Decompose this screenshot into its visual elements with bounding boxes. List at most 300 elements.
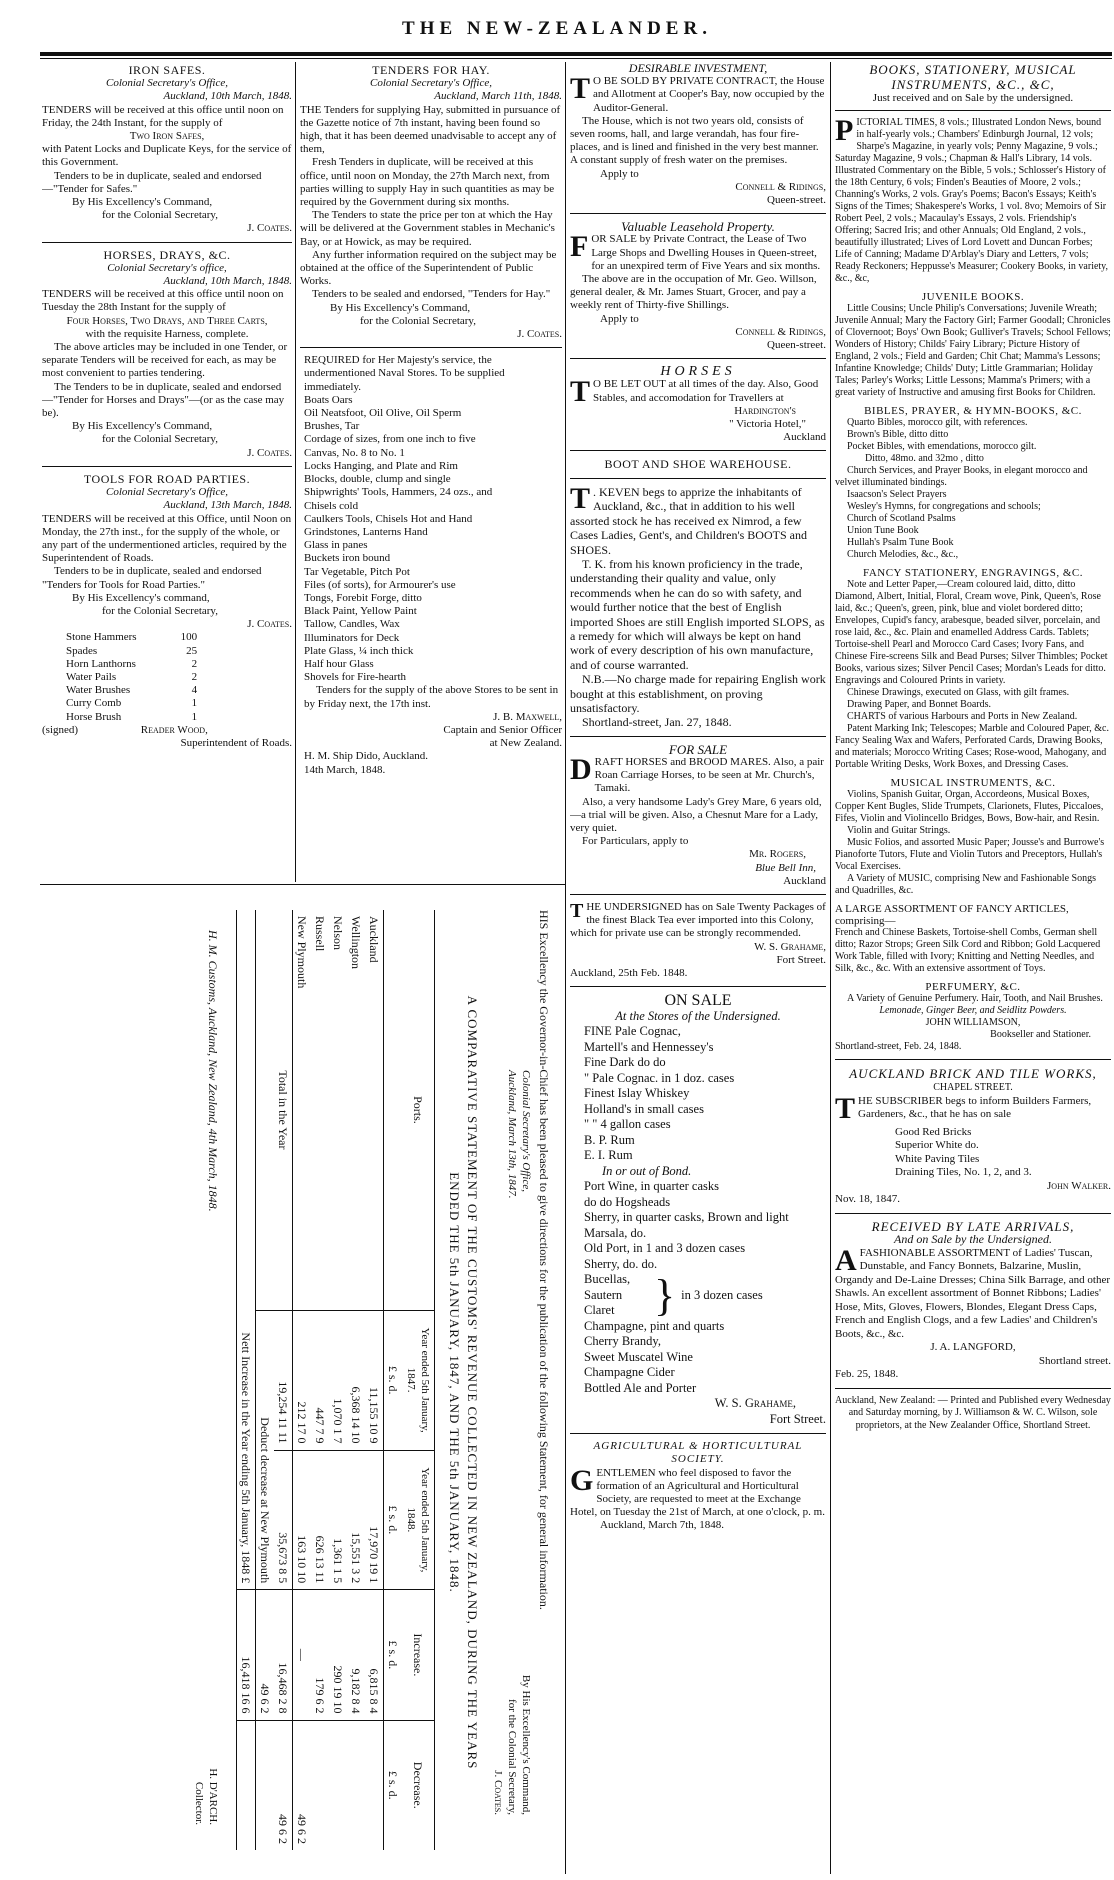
section-body: Little Cousins; Uncle Philip's Conversations; Juvenile Wreath; Juvenile Annual; Mary the Factory Girl; Farmer Goodall; Chronicles of Clovernoot; Boys' Own Book; Gulliver's Travels; School Fellows; Wonders of History; Childs' Fairy Library; Picture History of England, 2 vols.; Field and Garden; Chit Chat; Mamma's Lessons; Infantine Knowledge; Childs' Duty; Little Grammarian; Holiday Tales; Parley's Works; Little Lessons; Mamma's Primers; with a great variety of Instructive and amusing first Books for Children.: [835, 303, 1111, 398]
ad-body: [570, 753, 826, 796]
brace-icon: }: [654, 1270, 676, 1320]
section-title: FANCY STATIONERY, ENGRAVINGS, &C.: [863, 567, 1083, 579]
tool-name: Spades: [66, 644, 98, 657]
ad-signature: Hardington's: [734, 404, 796, 417]
ad-address: Queen-street.: [767, 339, 826, 352]
ad-signature: John Walker.: [1047, 1179, 1111, 1192]
masthead-rule: [40, 52, 1112, 56]
ad-date: Auckland, 25th Feb. 1848.: [570, 967, 688, 980]
notice-command: By His Excellency's Command,: [72, 420, 213, 433]
ad-signature-title: Bookseller and Stationer.: [990, 1029, 1091, 1040]
perfumery-section: [835, 981, 1111, 1053]
table-subheader-row: [384, 910, 403, 1850]
tea-ad: [570, 901, 826, 980]
ad-body-text: O BE SOLD BY PRIVATE CONTRACT, the House and Allotment at Cooper's Bay, now occupied by the Auditor-General.: [593, 75, 825, 114]
brace-group: [584, 1272, 826, 1319]
section-body: Violins, Spanish Guitar, Organ, Accordeons, Musical Boxes, Copper Kent Bugles, Slide Trumpets, Clarionets, Flutes, Piccaloes, Fifes, Violin and Violincello Bridges, Bows, Bow-hair, and Resin.: [835, 789, 1104, 824]
port-name: Russell: [311, 910, 329, 1310]
horses-drays-notice: [42, 249, 292, 460]
section-body: Patent Marking Ink; Telescopes; Marble and Coloured Paper, &c. Fancy Sealing Wax and Wafers, Perforated Cards, Drawing Books, and materials; Morocco Writing Cases; Rose-wood, Mahogany, and Portable Writing Desks, Work Boxes, and Dressing Cases.: [835, 723, 1109, 770]
notice-item: Four Horses, Two Drays, and Three Carts,: [66, 314, 268, 327]
table-row: [62, 711, 201, 724]
store-item: Grindstones, Lanterns Hand: [304, 525, 428, 538]
ad-title: Valuable Leasehold Property.: [621, 219, 775, 235]
col-header-increase: Increase.: [402, 1590, 435, 1720]
list-item: Bottled Ale and Porter: [584, 1380, 697, 1395]
ad-title: HORSES: [660, 364, 736, 380]
notice-body: The above articles may be included in one Tender, or separate Tenders will be received for each, as may be most convenient to parties tendering.: [42, 341, 288, 380]
notice-signature: J. Coates.: [247, 222, 292, 235]
list-item: Cherry Brandy,: [584, 1334, 661, 1349]
ad-title: RECEIVED BY LATE ARRIVALS,: [871, 1218, 1075, 1234]
section-body: A Variety of MUSIC, comprising New and Fashionable Songs and Quadrilles, &c.: [835, 873, 1096, 896]
statement-signature: J. Coates.: [492, 1770, 504, 1815]
list-item: Bucellas,: [584, 1272, 631, 1287]
fancy-stationery-section: [835, 567, 1111, 771]
ad-body: The above are in the occupation of Mr. Geo. Willson, general dealer, & Mr. James Stuart, Grocer, and pay a weekly rent of Thirty-five Shillings.: [570, 273, 817, 312]
store-item: Illuminators for Deck: [304, 631, 400, 644]
value-increase: 6,815 8 4: [365, 1590, 384, 1720]
value-1847: 11,155 10 9: [365, 1310, 384, 1450]
ad-signature: J. A. LANGFORD,: [930, 1341, 1016, 1353]
divider: [570, 213, 826, 214]
notice-body: Tenders to be in duplicate, sealed and endorsed—"Tender for Safes.": [42, 169, 262, 195]
port-name: Nelson: [329, 910, 347, 1310]
store-item: Tongs, Forebit Forge, ditto: [304, 591, 422, 604]
value-decrease: 49 6 2: [295, 1814, 309, 1844]
value-decrease: [311, 1720, 329, 1850]
section-body: Chinese Drawings, executed on Glass, with gilt frames.: [847, 687, 1070, 698]
ad-address: Shortland street.: [1038, 1354, 1111, 1367]
ad-title: ON SALE: [664, 992, 732, 1010]
ad-date: Shortland-street, Feb. 24, 1848.: [835, 1041, 962, 1052]
notice-title: HORSES, DRAYS, &C.: [103, 247, 231, 262]
ad-body-text: HE SUBSCRIBER begs to inform Builders Farmers, Gardeners, &c., that he has on sale: [858, 1094, 1092, 1120]
ad-date: Nov. 18, 1847.: [835, 1193, 900, 1205]
ad-address: Auckland: [783, 874, 826, 887]
tool-name: Water Brushes: [66, 684, 131, 697]
total-increase: 16,468 2 8: [274, 1590, 293, 1720]
section-divider: [40, 884, 565, 885]
list-item: Marsala, do.: [584, 1225, 647, 1240]
store-item: Tallow, Candles, Wax: [304, 618, 400, 631]
ad-body: The House, which is not two years old, consists of seven rooms, hall, and large verandah, has four fire-places, and is lined and finished in the very best manner. A constant supply of fresh water on the premises.: [570, 114, 819, 167]
drop-cap: T: [570, 900, 584, 923]
ad-body-text: FASHIONABLE ASSORTMENT of Ladies' Tuscan, Dunstable, and Fancy Bonnets, Balzarine, Muslin, Organdy and De-Laine Dresses; China Silk Barrage, and other Shawls. An excellent assortment of Bonnet Ribbons; Ladies' Hose, Mits, Gloves, Flowers, Blondes, Elegant Dress Caps, French and English Clogs, and a few Ladies' and Children's Boots, &c., &c.: [835, 1246, 1111, 1340]
list-item: FINE Pale Cognac,: [584, 1024, 681, 1039]
store-item: Shipwrights' Tools, Hammers, 24 ozs., and: [304, 486, 493, 499]
port-name: Wellington: [347, 910, 365, 1310]
notice-office: Colonial Secretary's Office,: [105, 77, 228, 90]
store-item: Locks Hanging, and Plate and Rim: [304, 459, 458, 472]
store-item: Cordage of sizes, from one inch to five: [304, 433, 476, 446]
notice-body: Tenders for the supply of the above Stores to be sent in by Friday next, the 17th inst.: [304, 684, 559, 710]
list-item: Sherry, do. do.: [584, 1256, 658, 1271]
notice-date: Auckland, 13th March, 1848.: [163, 499, 292, 512]
column-divider: [295, 62, 296, 882]
ad-date: Auckland, March 7th, 1848.: [600, 1519, 725, 1532]
total-row: [274, 910, 293, 1850]
table-row: [62, 631, 201, 644]
divider: [570, 450, 826, 451]
musical-section: [835, 777, 1111, 897]
list-item: Sherry, in quarter casks, Brown and light: [584, 1210, 789, 1225]
notice-signature: Reader Wood,: [140, 723, 208, 736]
list-item: Pocket Bibles, with emendations, morocco gilt.: [847, 441, 1037, 452]
drop-cap: P: [835, 114, 854, 147]
notice-command: By His Excellency's command,: [72, 591, 210, 604]
col-header-ports: Ports.: [402, 910, 435, 1310]
tool-qty: 1: [191, 697, 198, 710]
notice-for: for the Colonial Secretary,: [360, 314, 476, 327]
value-1847: 212 17 0: [293, 1310, 312, 1450]
store-item: Glass in panes: [304, 539, 368, 552]
masthead-title: THE NEW-ZEALANDER.: [402, 18, 712, 39]
ad-signature: W. S. Grahame,: [754, 940, 826, 953]
ad-apply: Apply to: [600, 312, 639, 325]
port-name: Auckland: [365, 910, 384, 1310]
tool-name: Curry Comb: [66, 697, 122, 710]
notice-for: for the Colonial Secretary,: [102, 209, 218, 222]
list-item: Church Services, and Prayer Books, in elegant morocco and velvet illuminated bindings.: [835, 465, 1088, 488]
lsd-header: £ s. d.: [384, 1590, 403, 1720]
ad-address: Auckland: [783, 431, 826, 444]
nett-label: Nett Increase in the Year ending 5th January, 1848 £: [237, 910, 256, 1590]
ad-body: [570, 72, 826, 115]
value-1848: 626 13 11: [311, 1450, 329, 1590]
nett-value: 16,418 16 6: [237, 1590, 256, 1720]
tool-qty: 2: [191, 670, 198, 683]
section-body: Drawing Paper, and Bonnet Boards.: [847, 699, 992, 710]
naval-stores-notice: [300, 354, 562, 777]
ad-signature: W. S. Grahame,: [714, 1396, 796, 1411]
statement-date: Auckland, March 13th, 1847.: [506, 1070, 518, 1199]
drop-cap: F: [570, 230, 589, 264]
ad-title: BOOKS, STATIONERY, MUSICAL INSTRUMENTS, &C., &C,: [869, 62, 1077, 92]
divider: [42, 242, 292, 243]
section-title: A LARGE ASSORTMENT OF FANCY ARTICLES, comprising—: [835, 903, 1069, 927]
value-1848: 1,361 1 5: [329, 1450, 347, 1590]
notice-for: for the Colonial Secretary,: [102, 433, 218, 446]
ad-body-text: ICTORIAL TIMES, 8 vols.; Illustrated London News, bound in half-yearly vols.; Chambers' Edinburgh Journal, 12 vols; Sharpe's Magazine, in yearly vols; Penny Magazine, 9 vols.; Saturday Magazine, 9 vols.; Chapman & Hall's Library, 14 vols. Illustrated Commentary on the Bible, 5 vols.; Schlosser's History of the 18th Century, 6 vols; Finden's Beauties of Moore, 2 vols.; Channing's Works, 2 vols. Gray's Poems; Bacon's Essays; Keith's Signs of the Times; Shakespere's Works, 1 vol. 8vo; Memoirs of Sir Robert Peel, 2 vols.; Macaulay's Essays, 2 vols. Friendship's Offering; Sacred Iris; and other Annuals; Old England, 2 vols., beautifully illustrated; Lives of Lord Lovett and Duncan Forbes; Life of Canning; Madame D'Arblay's Diary and Letters, 7 vols; Ready Reckoners; Heppusse's Measurer; Cookery Books, in variety, &c., &c,: [835, 117, 1109, 284]
list-item: Good Red Bricks: [895, 1125, 972, 1138]
list-item: Ditto, 48mo. and 32mo , ditto: [865, 453, 984, 464]
divider: [300, 347, 562, 348]
statement-office: Colonial Secretary's Office,: [520, 1070, 532, 1193]
statement-command: By His Excellency's Command,: [520, 1674, 532, 1815]
ad-title: DESIRABLE INVESTMENT,: [628, 62, 768, 75]
table-row: [62, 684, 201, 697]
notice-date: Auckland, March 11th, 1848.: [434, 90, 562, 103]
ad-title: AGRICULTURAL & HORTICULTURAL SOCIETY.: [593, 1440, 803, 1466]
port-name: New Plymouth: [293, 910, 312, 1310]
ad-body: [835, 114, 1111, 285]
list-item: Old Port, in 1 and 3 dozen cases: [584, 1241, 746, 1256]
list-item: E. I. Rum: [584, 1148, 633, 1163]
lsd-header: £ s. d.: [386, 1770, 400, 1800]
total-decrease: 49 6 2: [276, 1814, 290, 1844]
notice-item: Two Iron Safes,: [129, 130, 205, 143]
notice-office: Colonial Secretary's Office,: [105, 486, 228, 499]
list-item: Champagne Cider: [584, 1365, 675, 1380]
store-item: Files (of sorts), for Armourer's use: [304, 578, 456, 591]
tool-qty: 1: [191, 710, 198, 723]
hay-notice: [300, 64, 562, 341]
notice-signature: J. B. Maxwell,: [493, 710, 562, 723]
notice-body: with Patent Locks and Duplicate Keys, for the service of this Government.: [42, 143, 292, 169]
ad-title: BOOT AND SHOE WAREHOUSE.: [604, 457, 792, 472]
notice-title: TOOLS FOR ROAD PARTIES.: [83, 471, 251, 486]
ad-address: Fort Street.: [769, 1411, 826, 1426]
list-item: Brown's Bible, ditto ditto: [847, 429, 949, 440]
notice-title: TENDERS FOR HAY.: [372, 64, 490, 77]
col-header-1847: Year ended 5th January, 1847.: [402, 1310, 435, 1450]
list-item: Martell's and Hennessey's: [584, 1039, 714, 1054]
notice-body: Tenders to be sealed and endorsed, "Tenders for Hay.": [312, 288, 551, 301]
value-increase: 290 19 10: [329, 1590, 347, 1720]
table-row: [347, 910, 365, 1850]
value-1847: 447 7 9: [311, 1310, 329, 1450]
store-item: Black Paint, Yellow Paint: [304, 605, 417, 618]
table-row: [62, 645, 201, 658]
section-title: PERFUMERY, &C.: [925, 981, 1021, 993]
col-header-decrease: Decrease.: [411, 1761, 425, 1809]
value-1848: 15,551 3 2: [347, 1450, 365, 1590]
ad-body: [835, 1243, 1111, 1342]
list-item: Port Wine, in quarter casks: [584, 1179, 719, 1194]
store-item: Buckets iron bound: [304, 552, 391, 565]
list-item: Sweet Muscatel Wine: [584, 1349, 693, 1364]
list-item: B. P. Rum: [584, 1132, 635, 1147]
deduct-row: [256, 910, 275, 1850]
column-3: [570, 62, 826, 1876]
list-item: Draining Tiles, No. 1, 2, and 3.: [895, 1166, 1032, 1178]
section-title: JUVENILE BOOKS.: [921, 291, 1025, 303]
divider: [42, 466, 292, 467]
boot-shoe-ad: [570, 457, 826, 729]
list-item: Claret: [584, 1303, 615, 1318]
statement-table: [236, 910, 435, 1850]
value-increase: 9,182 8 4: [347, 1590, 365, 1720]
store-item: Canvas, No. 8 to No. 1: [304, 446, 405, 459]
drop-cap: A: [835, 1243, 857, 1277]
ad-body-text: RAFT HORSES and BROOD MARES. Also, a pair Roan Carriage Horses, to be seen at Mr. Church's, Tamaki.: [594, 756, 824, 795]
horses-let-ad: [570, 365, 826, 444]
list-item: Hullah's Psalm Tune Book: [847, 537, 954, 548]
divider: [570, 986, 826, 987]
ad-signature: Connell & Ridings,: [735, 180, 826, 193]
value-1848: 163 10 10: [293, 1450, 312, 1590]
tool-qty: 100: [180, 631, 198, 644]
ad-address: Queen-street.: [767, 194, 826, 207]
notice-date: Auckland, 10th March, 1848.: [163, 90, 292, 103]
divider: [835, 1059, 1111, 1060]
column-1: [42, 64, 292, 882]
section-body: Music Folios, and assorted Music Paper; Jousse's and Burrowe's Pianoforte Tutors, Flute and Violin Tutors and Preceptors, Hullah's Vocal Exercises.: [835, 837, 1105, 872]
list-item: Union Tune Book: [847, 525, 919, 536]
table-row: [365, 910, 384, 1850]
divider: [835, 1388, 1111, 1389]
drop-cap: D: [570, 753, 592, 786]
list-item: Finest Islay Whiskey: [584, 1086, 690, 1101]
ad-subtitle: And on Sale by the Undersigned.: [894, 1232, 1052, 1246]
section-body: Lemonade, Ginger Beer, and Seidlitz Powders.: [879, 1005, 1067, 1016]
notice-body: Fresh Tenders in duplicate, will be received at this office, until noon on Monday, the 27th March next, from parties willing to supply Hay in such quantities as may be required by the Government during six months.: [300, 156, 555, 209]
tool-name: Water Pails: [66, 670, 117, 683]
section-body: French and Chinese Baskets, Tortoise-shell Combs, German shell ditto; Razor Strops; Green Silk Cord and Ribbon; Gold Lacquered Work Table, filled with Ivory; Knitting and Netting Needles, and Silk, &c., &c. With an extensive assortment of Toys.: [835, 927, 1101, 974]
notice-office: Colonial Secretary's office,: [107, 261, 227, 274]
fancy-articles-section: [835, 903, 1111, 975]
divider: [835, 1213, 1111, 1214]
ad-body: [570, 481, 826, 557]
table-row: [293, 910, 312, 1850]
value-increase: 179 6 2: [311, 1590, 329, 1720]
table-row: [62, 658, 201, 671]
section-body: CHARTS of various Harbours and Ports in New Zealand.: [847, 711, 1078, 722]
store-item: Boats Oars: [304, 393, 353, 406]
store-item: Half hour Glass: [304, 657, 374, 670]
table-row: [62, 671, 201, 684]
list-item: Superior White do.: [895, 1139, 979, 1151]
masthead-rule-thin: [40, 58, 1112, 59]
agricultural-ad: [570, 1440, 826, 1532]
store-item: Shovels for Fire-hearth: [304, 671, 407, 684]
notice-body: TENDERS will be received at this office until noon on Friday, the 24th Instant, for the supply of: [42, 103, 284, 129]
customs-place-date: H. M. Customs, Auckland, New Zealand, 4th March, 1848.: [206, 930, 220, 1212]
total-label: Total in the Year: [274, 910, 293, 1310]
notice-body: Any further information required on the subject may be obtained at the office of the Superintendent of Public Works.: [300, 248, 557, 288]
table-header-row: [402, 910, 435, 1850]
list-item: do do Hogsheads: [584, 1194, 671, 1209]
tool-qty: 4: [191, 684, 198, 697]
tools-notice: [42, 473, 292, 750]
juvenile-books: [835, 291, 1111, 399]
total-1848: 35,673 8 5: [274, 1450, 293, 1590]
notice-signature: J. Coates.: [247, 446, 292, 459]
table-row: [62, 697, 201, 710]
ad-body: [570, 230, 826, 273]
table-row: [329, 910, 347, 1850]
value-decrease: [329, 1720, 347, 1850]
nett-row: [237, 910, 256, 1850]
ad-address: Fort Street.: [776, 953, 826, 966]
notice-ship: H. M. Ship Dido, Auckland.: [304, 750, 429, 763]
ad-signature: " Victoria Hotel,": [729, 418, 806, 431]
divider: [570, 1433, 826, 1434]
list-item: Church of Scotland Psalms: [847, 513, 956, 524]
notice-body: Tenders to be in duplicate, sealed and endorsed "Tenders for Tools for Road Parties.": [42, 565, 262, 591]
divider: [570, 358, 826, 359]
notice-signature-title: Superintendent of Roads.: [180, 736, 292, 749]
notice-signature-place: at New Zealand.: [489, 737, 562, 750]
value-decrease: [365, 1720, 384, 1850]
imprint: Auckland, New Zealand: — Printed and Published every Wednesday and Saturday morning, by J. Williamson & W. C. Wilson, sole proprietors, at the New Zealander Office, Shortland Street.: [835, 1394, 1111, 1431]
ad-body-text: OR SALE by Private Contract, the Lease of Two Large Shops and Dwelling Houses in Queen-street, for an unexpired term of Five Years and six months.: [591, 233, 821, 272]
list-item: Fine Dark do do: [584, 1055, 666, 1070]
tools-table: [62, 631, 201, 723]
store-item: Tar Vegetable, Pitch Pot: [304, 565, 410, 578]
ad-body: N.B.—No charge made for repairing English work bought at this establishment, on proving unsatisfactory.: [570, 672, 826, 715]
ad-signature: Connell & Ridings,: [735, 325, 826, 338]
notice-signature: J. Coates.: [517, 328, 562, 341]
list-item: Holland's in small cases: [584, 1101, 704, 1116]
section-body: Violin and Guitar Strings.: [847, 825, 951, 836]
drop-cap: T: [835, 1091, 856, 1125]
late-arrivals-ad: [835, 1220, 1111, 1382]
notice-for: for the Colonial Secretary,: [102, 604, 218, 617]
ad-subtitle: CHAPEL STREET.: [933, 1082, 1013, 1093]
drop-cap: T: [570, 481, 591, 515]
notice-office: Colonial Secretary's Office,: [369, 77, 492, 90]
divider: [835, 110, 1111, 111]
section-body: A Variety of Genuine Perfumery. Hair, Tooth, and Nail Brushes.: [847, 993, 1103, 1004]
customs-statement-rotated: [40, 890, 565, 1875]
ad-body: For Particulars, apply to: [582, 835, 689, 848]
tool-name: Stone Hammers: [66, 631, 137, 644]
brick-tile-ad: [835, 1066, 1111, 1207]
total-1847: 19,254 11 11: [274, 1310, 293, 1450]
store-item: Plate Glass, ¼ inch thick: [304, 644, 414, 657]
ad-subtitle: Just received and on Sale by the undersigned.: [872, 92, 1074, 104]
divider: [570, 478, 826, 479]
investment-ad: [570, 62, 826, 207]
list-item: " Pale Cognac. in 1 doz. cases: [584, 1070, 735, 1085]
notice-title: IRON SAFES.: [128, 64, 206, 77]
tool-qty: 25: [186, 644, 198, 657]
ad-date: Shortland-street, Jan. 27, 1848.: [582, 715, 732, 730]
list-note: In or out of Bond.: [602, 1163, 692, 1178]
books-ad: [835, 62, 1111, 285]
ad-body: Also, a very handsome Lady's Grey Mare, 6 years old,—a trial will be given. Also, a Chesnut Mare for a Lady, very quiet.: [570, 795, 822, 835]
statement-title: A COMPARATIVE STATEMENT OF THE CUSTOMS' REVENUE COLLECTED IN NEW ZEALAND, DURING THE YEARS ENDED THE 5th JANUARY, 1847, AND THE 5th JANUARY, 1848.: [447, 995, 480, 1770]
ad-body: T. K. from his known proficiency in the trade, understanding their quality and value, only recommends when he can do so with safety, and would further notice that the best of English imported Shoes are still English imported SLOPS, as a remedy for which will always be kept on hand work of every description of his own manufacture, and of course warranted.: [570, 556, 825, 672]
ad-body-text: HE UNDERSIGNED has on Sale Twenty Packages of the finest Black Tea ever imported into this Colony, which for private use can be strongly recommended.: [570, 901, 826, 940]
notice-body: REQUIRED for Her Majesty's service, the undermentioned Naval Stores. To be supplied immediately.: [304, 354, 505, 393]
col-header-1848: Year ended 5th January, 1848.: [402, 1450, 435, 1590]
divider: [570, 736, 826, 737]
ad-body-text: ENTLEMEN who feel disposed to favor the formation of an Agricultural and Horticultural Society, are requested to meet at the Exchange Hotel, on Tuesday the 21st of March, at one o'clock, p. m.: [570, 1466, 825, 1519]
divider: [570, 894, 826, 895]
notice-command: By His Excellency's Command,: [330, 301, 471, 314]
notice-signature: J. Coates.: [247, 618, 292, 631]
ad-body: [570, 1463, 826, 1520]
ad-title: FOR SALE: [668, 741, 728, 757]
notice-date: 14th March, 1848.: [304, 763, 386, 776]
ad-body: [570, 375, 826, 409]
section-body: Note and Letter Paper,—Cream coloured laid, ditto, ditto Diamond, Albert, Initial, Floral, Cream wove, Pink, Queen's, Rose laid, &c.; Queen's, green, pink, blue and violet bordered ditto; Envelopes, Cupid's fancy, arabesque, beaded silver, porcelain, and rose laid, &c., &c. Plain and enamelled Address Cards. Tablets; Tortoise-shell Pearl and Morocco Card Cases; Ivory Fans, and Chinese Fire-screens Silk and Bead Purses; Silver Thimbles; Pocket Books, various sizes; Silver Pencil Cases; Mordan's Leads for ditto. Engravings and Coloured Prints in variety.: [835, 579, 1108, 686]
statement-intro: HIS Excellency the Governor-in-Chief has been pleased to give directions for the publication of the following Statement, for general information.: [537, 910, 551, 1610]
notice-body: with the requisite Harness, complete.: [85, 327, 249, 340]
lsd-header: £ s. d.: [384, 1310, 403, 1450]
value-1847: 1,070 1 7: [329, 1310, 347, 1450]
list-item: Church Melodies, &c., &c.,: [847, 549, 959, 560]
store-item: Brushes, Tar: [304, 420, 360, 433]
list-item: Wesley's Hymns, for congregations and schools;: [847, 501, 1041, 512]
notice-body: TENDERS will be received at this Office, until Noon on Monday, the 27th inst., for the supply of the whole, or any part of the undermentioned articles, required by the Superintendent of Roads.: [42, 512, 292, 565]
ad-body-text: O BE LET OUT at all times of the day. Also, Good Stables, and accomodation for Travellers at: [593, 378, 819, 404]
section-title: BIBLES, PRAYER, & HYMN-BOOKS, &C.: [864, 405, 1082, 417]
drop-cap: T: [570, 72, 591, 106]
deduct-label: Deduct decrease at New Plymouth: [256, 1310, 275, 1589]
ad-signature: Mr. Rogers,: [749, 848, 806, 861]
drop-cap: G: [570, 1463, 594, 1497]
notice-body: THE Tenders for supplying Hay, submitted in pursuance of the Gazette notice of 7th instant, having been found so high, that it has been deemed unadvisable to accept any of them,: [300, 103, 561, 156]
list-item: " " 4 gallon cases: [584, 1117, 671, 1132]
on-sale-ad: [570, 993, 826, 1427]
column-4: [835, 62, 1111, 1876]
list-item: Isaacson's Select Prayers: [847, 489, 947, 500]
column-divider: [565, 62, 566, 1874]
